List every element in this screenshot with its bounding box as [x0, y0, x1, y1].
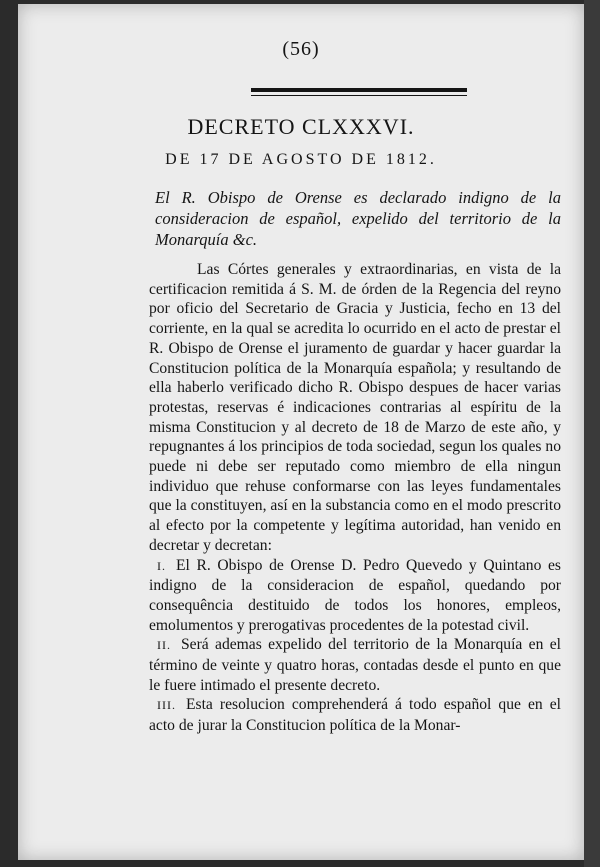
article-text: El R. Obispo de Orense D. Pedro Quevedo y Quintano es indigno de la consideracion de español, quedando por consequência destituido de todos los honores, empleos, emolumentos y prerogativas procedentes de la potestad civil. [149, 556, 561, 634]
title-rule-thin [251, 95, 467, 96]
decree-date: DE 17 DE AGOSTO DE 1812. [165, 151, 437, 168]
article-text: Será ademas expelido del territorio de la Monarquía en el término de veinte y quatro horas, contadas desde el punto en que le fuere intimado el presente decreto. [149, 636, 561, 694]
article-3 [149, 695, 561, 735]
preamble-paragraph: Las Córtes generales y extraordinarias, en vista de la certificacion remitida á S. M. de órden de la Regencia del reyno por oficio del Secretario de Gracia y Justicia, fecho en 13 del corriente, en la qual se acredita lo ocurrido en el acto de prestar el R. Obispo de Orense el juramento de guardar y hacer guardar la Constitucion política de la Monarquía española; y resultando de ella haberlo verificado dicho R. Obispo despues de hacer varias protestas, reservas é indicaciones contrarias al espíritu de la misma Constitucion y al decreto de 18 de Marzo de este año, y repugnantes á los principios de toda sociedad, segun los quales no puede ni debe ser reputado como miembro de ella ningun individuo que rehuse conformarse con las leyes fundamentales que la constituyen, así en la substancia como en el modo prescrito al efecto por la competente y legítima autoridad, han venido en decretar y decretan: [149, 261, 561, 554]
decree-summary: El R. Obispo de Orense es declarado indigno de la consideracion de español, expelido del territorio de la Monarquía &c. [155, 188, 561, 249]
decree-body [149, 260, 561, 736]
article-number: I. [157, 558, 166, 573]
title-rule-thick [251, 88, 467, 92]
article-2 [149, 635, 561, 695]
article-text: Esta resolucion comprehenderá á todo español que en el acto de jurar la Constitucion política de la Monar- [149, 696, 561, 735]
book-edge [584, 0, 600, 867]
document-page [18, 4, 584, 860]
article-number: II. [157, 638, 171, 653]
article-1 [149, 556, 561, 636]
page-number: (56) [282, 38, 320, 60]
article-number: III. [157, 698, 176, 713]
decree-title: DECRETO CLXXXVI. [187, 114, 415, 139]
